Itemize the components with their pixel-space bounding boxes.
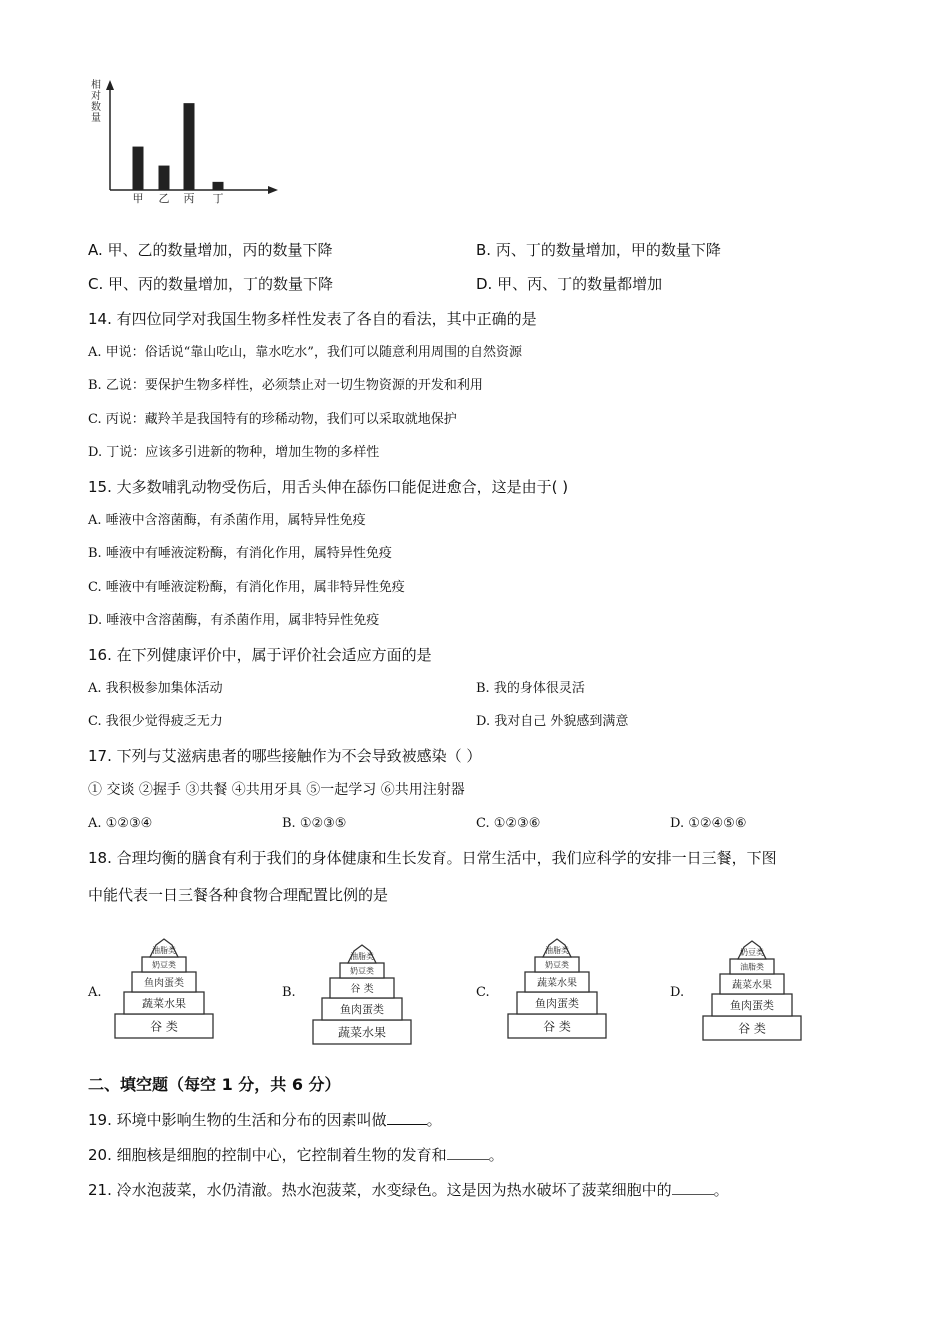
q14-option-c: C. 丙说：藏羚羊是我国特有的珍稀动物，我们可以采取就地保护 — [88, 412, 457, 427]
q16-option-b: B. 我的身体很灵活 — [476, 681, 585, 696]
pyramid-level-label: 蔬菜水果 — [732, 979, 772, 991]
q18-label-b: B. — [282, 985, 296, 1000]
q19-end: 。 — [426, 1111, 442, 1129]
q13-option-a: A. 甲、乙的数量增加，丙的数量下降 — [88, 241, 333, 259]
q15-option-b: B. 唾液中有唾液淀粉酶，有消化作用，属特异性免疫 — [88, 546, 392, 561]
q14-option-b: B. 乙说：要保护生物多样性，必须禁止对一切生物资源的开发和利用 — [88, 378, 483, 393]
bar-1 — [159, 166, 170, 190]
bar-chart — [86, 76, 286, 206]
q15-option-a: A. 唾液中含溶菌酶，有杀菌作用，属特异性免疫 — [88, 513, 366, 528]
q21-end: 。 — [713, 1181, 729, 1199]
q16-option-d: D. 我对自己 外貌感到满意 — [476, 714, 629, 729]
q19 — [88, 1110, 442, 1130]
x-tick-label: 丙 — [183, 192, 195, 205]
q13-option-c: C. 甲、丙的数量增加，丁的数量下降 — [88, 275, 334, 293]
q18-stem-line2: 中能代表一日三餐各种食物合理配置比例的是 — [88, 886, 389, 904]
pyramid-level-label: 鱼肉蛋类 — [340, 1003, 384, 1017]
pyramid-c — [505, 922, 610, 1040]
q20-end: 。 — [488, 1146, 504, 1164]
q21 — [88, 1180, 729, 1200]
q18-label-a: A. — [88, 985, 102, 1000]
pyramid-level-label: 奶豆类 — [740, 948, 764, 958]
x-tick-label: 乙 — [158, 192, 170, 205]
pyramid-level-label: 油脂类 — [740, 962, 764, 972]
y-label-char: 数 — [91, 102, 101, 113]
pyramid-b — [310, 928, 415, 1046]
q16-option-a: A. 我积极参加集体活动 — [88, 681, 223, 696]
q16-option-c: C. 我很少觉得疲乏无力 — [88, 714, 223, 729]
q21-text: 21. 冷水泡菠菜，水仍清澈。热水泡菠菜，水变绿色。这是因为热水破坏了菠菜细胞中的 — [88, 1181, 672, 1199]
q18-label-c: C. — [476, 985, 490, 1000]
q19-blank[interactable] — [387, 1110, 427, 1125]
pyramid-a — [112, 922, 217, 1040]
pyramid-d — [700, 924, 805, 1042]
q20-text: 20. 细胞核是细胞的控制中心，它控制着生物的发育和 — [88, 1146, 447, 1164]
q14-stem: 14. 有四位同学对我国生物多样性发表了各自的看法，其中正确的是 — [88, 310, 537, 328]
q17-items: ① 交谈 ②握手 ③共餐 ④共用牙具 ⑤一起学习 ⑥共用注射器 — [88, 782, 465, 798]
pyramid-level-label: 鱼肉蛋类 — [535, 997, 579, 1011]
bar-3 — [213, 182, 224, 190]
pyramid-level-label: 谷 类 — [350, 983, 374, 995]
pyramid-level-label: 油脂类 — [152, 946, 176, 956]
pyramid-level-label: 谷 类 — [150, 1019, 178, 1034]
q14-option-a: A. 甲说：俗话说“靠山吃山，靠水吃水”，我们可以随意利用周围的自然资源 — [88, 345, 522, 360]
pyramid-level-label: 奶豆类 — [545, 960, 569, 970]
x-axis-arrow — [268, 186, 278, 194]
q21-blank[interactable] — [672, 1180, 714, 1195]
pyramid-level-label: 谷 类 — [738, 1021, 766, 1036]
q18-label-d: D. — [670, 985, 685, 1000]
q17-option-a: A. ①②③④ — [88, 816, 153, 831]
q13-option-d: D. 甲、丙、丁的数量都增加 — [476, 275, 663, 293]
q13-option-b: B. 丙、丁的数量增加，甲的数量下降 — [476, 241, 721, 259]
pyramid-level-label: 油脂类 — [545, 946, 569, 956]
q19-text: 19. 环境中影响生物的生活和分布的因素叫做 — [88, 1111, 387, 1129]
q20 — [88, 1145, 504, 1165]
q17-option-b: B. ①②③⑤ — [282, 816, 347, 831]
q17-option-d: D. ①②④⑤⑥ — [670, 816, 747, 831]
y-label-char: 对 — [91, 91, 101, 102]
pyramid-level-label: 鱼肉蛋类 — [730, 999, 774, 1013]
q20-blank[interactable] — [447, 1145, 489, 1160]
pyramid-level-label: 蔬菜水果 — [142, 997, 186, 1011]
pyramid-level-label: 谷 类 — [543, 1019, 571, 1034]
bar-0 — [133, 147, 144, 190]
q14-option-d: D. 丁说：应该多引进新的物种，增加生物的多样性 — [88, 445, 380, 460]
q17-stem: 17. 下列与艾滋病患者的哪些接触作为不会导致被感染（ ） — [88, 747, 482, 765]
q15-stem: 15. 大多数哺乳动物受伤后，用舌头伸在舔伤口能促进愈合，这是由于( ) — [88, 478, 569, 496]
q15-option-d: D. 唾液中含溶菌酶，有杀菌作用，属非特异性免疫 — [88, 613, 380, 628]
section-2-title: 二、填空题（每空 1 分，共 6 分） — [88, 1075, 341, 1094]
q15-option-c: C. 唾液中有唾液淀粉酶，有消化作用，属非特异性免疫 — [88, 580, 405, 595]
q18-stem-line1: 18. 合理均衡的膳食有利于我们的身体健康和生长发育。日常生活中，我们应科学的安排一日三餐，下图 — [88, 849, 777, 867]
pyramid-level-label: 油脂类 — [350, 952, 374, 962]
y-axis-arrow — [106, 80, 114, 90]
chart-y-label — [91, 78, 101, 124]
q17-option-c: C. ①②③⑥ — [476, 816, 541, 831]
pyramid-level-label: 蔬菜水果 — [537, 977, 577, 989]
x-tick-label: 丁 — [212, 192, 224, 205]
pyramid-level-label: 奶豆类 — [152, 960, 176, 970]
pyramid-level-label: 奶豆类 — [350, 966, 374, 976]
pyramid-level-label: 鱼肉蛋类 — [144, 977, 184, 989]
x-tick-label: 甲 — [132, 192, 144, 205]
y-label-char: 量 — [91, 113, 101, 124]
pyramid-level-label: 蔬菜水果 — [337, 1025, 387, 1040]
y-label-char: 相 — [91, 80, 101, 91]
bar-2 — [184, 103, 195, 190]
q16-stem: 16. 在下列健康评价中，属于评价社会适应方面的是 — [88, 646, 432, 664]
